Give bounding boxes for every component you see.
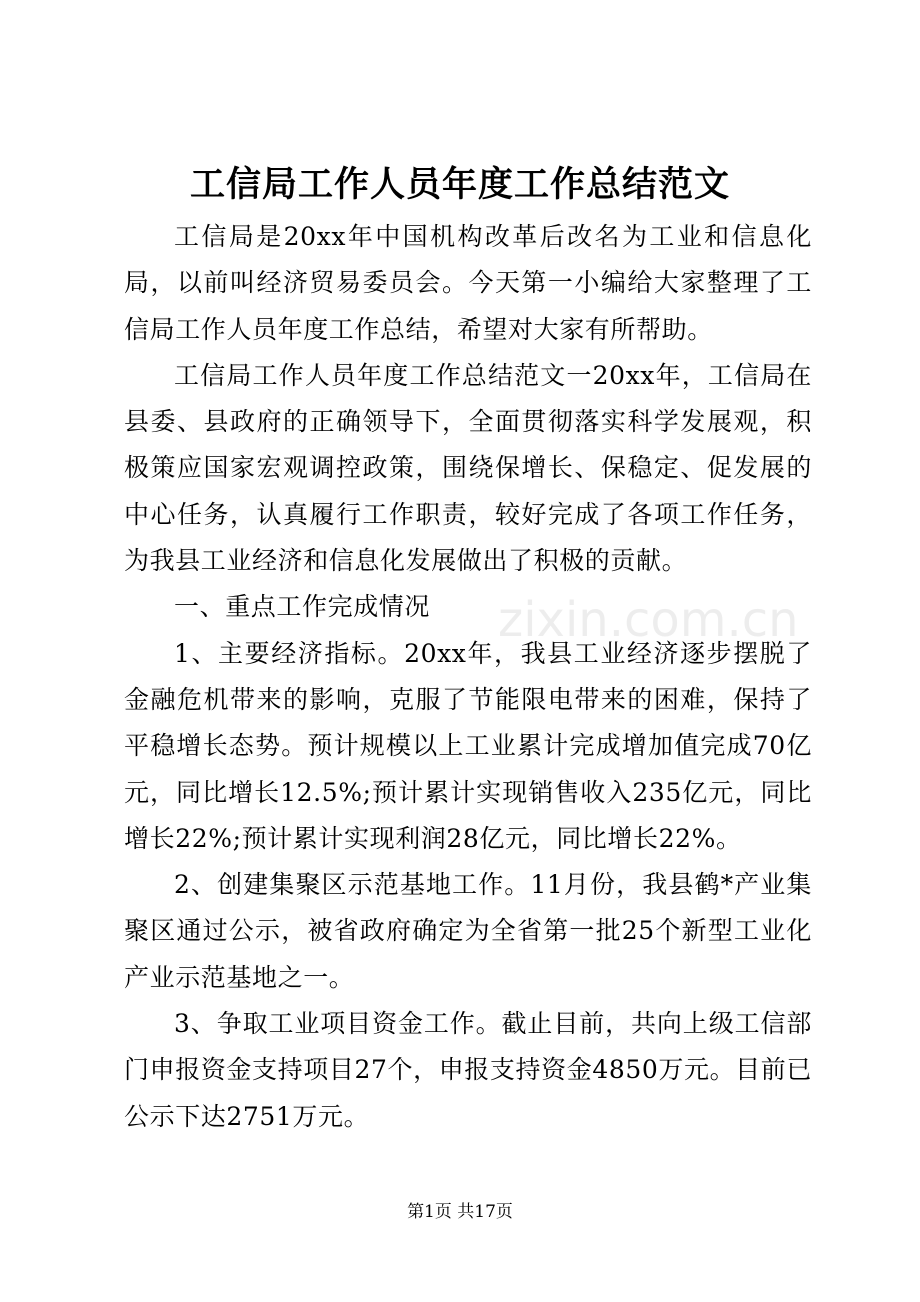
paragraph-demonstration-base: 2、创建集聚区示范基地工作。11月份，我县鹤*产业集聚区通过公示，被省政府确定为全省第一批25个新型工业化产业示范基地之一。 — [124, 870, 812, 992]
document-title: 工信局工作人员年度工作总结范文 — [189, 164, 730, 205]
watermark-text: zixin.com.cn — [498, 592, 799, 648]
paragraph-project-funds: 3、争取工业项目资金工作。截止目前，共向上级工信部门申报资金支持项目27个，申报支持资金4850万元。目前已公示下达2751万元。 — [124, 1009, 812, 1131]
page-footer: 第1页 共17页 — [407, 1202, 513, 1222]
paragraph-economic-indicators: 1、主要经济指标。20xx年，我县工业经济逐步摆脱了金融危机带来的影响，克服了节能限电带来的困难，保持了平稳增长态势。预计规模以上工业累计完成增加值完成70亿元，同比增长12.5%;预计累计实现销售收入235亿元，同比增长22%;预计累计实现利润28亿元，同比增长22%。 — [124, 638, 812, 853]
document-body — [124, 214, 812, 1140]
paragraph-summary: 工信局工作人员年度工作总结范文一20xx年，工信局在县委、县政府的正确领导下，全面贯彻落实科学发展观，积极策应国家宏观调控政策，围绕保增长、保稳定、促发展的中心任务，认真履行工作职责，较好完成了各项工作任务，为我县工业经济和信息化发展做出了积极的贡献。 — [124, 360, 812, 576]
paragraph-intro: 工信局是20xx年中国机构改革后改名为工业和信息化局，以前叫经济贸易委员会。今天第一小编给大家整理了工信局工作人员年度工作总结，希望对大家有所帮助。 — [124, 222, 812, 344]
section-heading: 一、重点工作完成情况 — [174, 592, 431, 622]
